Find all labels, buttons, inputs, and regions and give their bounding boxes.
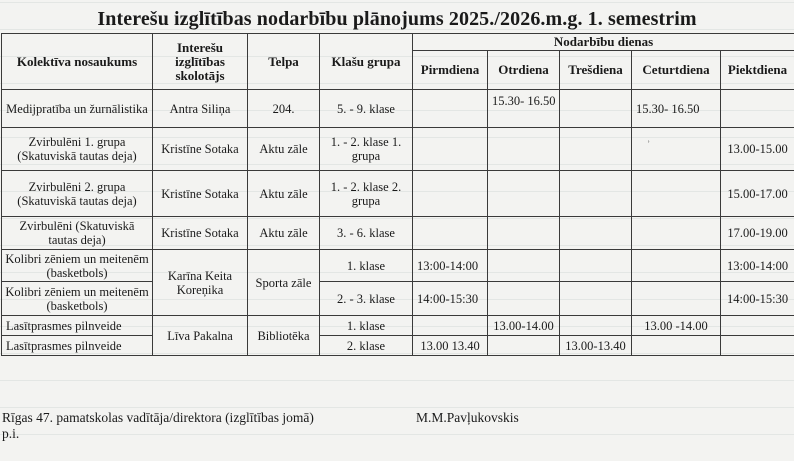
header-day-fri: Piektdiena <box>721 51 794 90</box>
table-row <box>2 336 794 356</box>
cell-thu <box>632 282 721 316</box>
cell-room: 204. <box>248 90 320 128</box>
table-row <box>2 171 794 217</box>
cell-group: 5. - 9. klase <box>320 90 413 128</box>
cell-teacher-merged: Līva Pakalna <box>153 316 248 356</box>
cell-name: Zvirbulēni 1. grupa (Skatuviskā tautas deja) <box>2 128 153 171</box>
cell-room: Aktu zāle <box>248 171 320 217</box>
cell-fri: 13:00-14:00 <box>721 250 794 282</box>
cell-name: Lasītprasmes pilnveide <box>2 336 153 356</box>
cell-group: 2. - 3. klase <box>320 282 413 316</box>
cell-wed: 13.00-13.40 <box>560 336 632 356</box>
schedule-table <box>1 33 794 356</box>
cell-tue: 13.00-14.00 <box>488 316 560 336</box>
cell-group: 1. - 2. klase 2. grupa <box>320 171 413 217</box>
cell-tue <box>488 128 560 171</box>
cell-teacher: Antra Siliņa <box>153 90 248 128</box>
cell-room: Aktu zāle <box>248 217 320 250</box>
cell-fri: 13.00-15.00 <box>721 128 794 171</box>
cell-name: Medijpratība un žurnālistika <box>2 90 153 128</box>
cell-room: Aktu zāle <box>248 128 320 171</box>
cell-thu <box>632 171 721 217</box>
cell-teacher: Kristīne Sotaka <box>153 217 248 250</box>
header-day-mon: Pirmdiena <box>413 51 488 90</box>
cell-name: Kolibri zēniem un meitenēm (basketbols) <box>2 282 153 316</box>
cell-name: Lasītprasmes pilnveide <box>2 316 153 336</box>
footer-signatory-name: M.M.Pavļukovskis <box>416 410 519 425</box>
cell-tue <box>488 336 560 356</box>
cell-mon: 13.00 13.40 <box>413 336 488 356</box>
table-row <box>2 128 794 171</box>
cell-wed <box>560 217 632 250</box>
header-room: Telpa <box>248 34 320 90</box>
cell-thu <box>632 250 721 282</box>
cell-wed <box>560 171 632 217</box>
cell-mon <box>413 128 488 171</box>
cell-tue <box>488 171 560 217</box>
cell-teacher: Kristīne Sotaka <box>153 171 248 217</box>
cell-thu: 15.30- 16.50 <box>632 90 721 128</box>
cell-tue <box>488 217 560 250</box>
cell-group: 3. - 6. klase <box>320 217 413 250</box>
table-row <box>2 217 794 250</box>
cell-tue: 15.30- 16.50 <box>488 90 560 128</box>
cell-mon: 14:00-15:30 <box>413 282 488 316</box>
table-row <box>2 90 794 128</box>
page-title: Interešu izglītības nodarbību plānojums 2025./2026.m.g. 1. semestrim <box>97 8 697 30</box>
cell-room-merged: Sporta zāle <box>248 250 320 316</box>
cell-group: 1. klase <box>320 316 413 336</box>
cell-group: 2. klase <box>320 336 413 356</box>
cell-wed <box>560 316 632 336</box>
cell-mon <box>413 171 488 217</box>
cell-tue <box>488 250 560 282</box>
cell-wed <box>560 128 632 171</box>
cell-group: 1. klase <box>320 250 413 282</box>
header-teacher: Interešu izglītības skolotājs <box>153 34 248 90</box>
header-day-tue: Otrdiena <box>488 51 560 90</box>
cell-tue <box>488 282 560 316</box>
cell-thu <box>632 217 721 250</box>
cell-mon: 13:00-14:00 <box>413 250 488 282</box>
cell-teacher: Kristīne Sotaka <box>153 128 248 171</box>
cell-name: Zvirbulēni (Skatuviskā tautas deja) <box>2 217 153 250</box>
cell-name: Kolibri zēniem un meitenēm (basketbols) <box>2 250 153 282</box>
cell-group: 1. - 2. klase 1. grupa <box>320 128 413 171</box>
header-day-wed: Trešdiena <box>560 51 632 90</box>
header-group: Klašu grupa <box>320 34 413 90</box>
pen-mark: ˒ <box>647 135 651 146</box>
cell-mon <box>413 316 488 336</box>
cell-fri: 14:00-15:30 <box>721 282 794 316</box>
table-row <box>2 250 794 282</box>
cell-name: Zvirbulēni 2. grupa (Skatuviskā tautas deja) <box>2 171 153 217</box>
header-name: Kolektīva nosaukums <box>2 34 153 90</box>
cell-fri <box>721 316 794 336</box>
cell-wed <box>560 90 632 128</box>
cell-mon <box>413 217 488 250</box>
cell-teacher-merged: Karīna Keita Koreņika <box>153 250 248 316</box>
footer-signatory-title: Rīgas 47. pamatskolas vadītāja/direktora (izglītības jomā) p.i. <box>2 410 314 441</box>
cell-wed <box>560 282 632 316</box>
cell-fri <box>721 336 794 356</box>
table-row <box>2 316 794 336</box>
cell-thu: 13.00 -14.00 <box>632 316 721 336</box>
cell-fri: 17.00-19.00 <box>721 217 794 250</box>
cell-mon <box>413 90 488 128</box>
header-days-group: Nodarbību dienas <box>413 34 794 51</box>
cell-fri: 15.00-17.00 <box>721 171 794 217</box>
cell-thu <box>632 128 721 171</box>
cell-room-merged: Bibliotēka <box>248 316 320 356</box>
table-row <box>2 282 794 316</box>
cell-fri <box>721 90 794 128</box>
cell-wed <box>560 250 632 282</box>
cell-thu <box>632 336 721 356</box>
header-day-thu: Ceturtdiena <box>632 51 721 90</box>
